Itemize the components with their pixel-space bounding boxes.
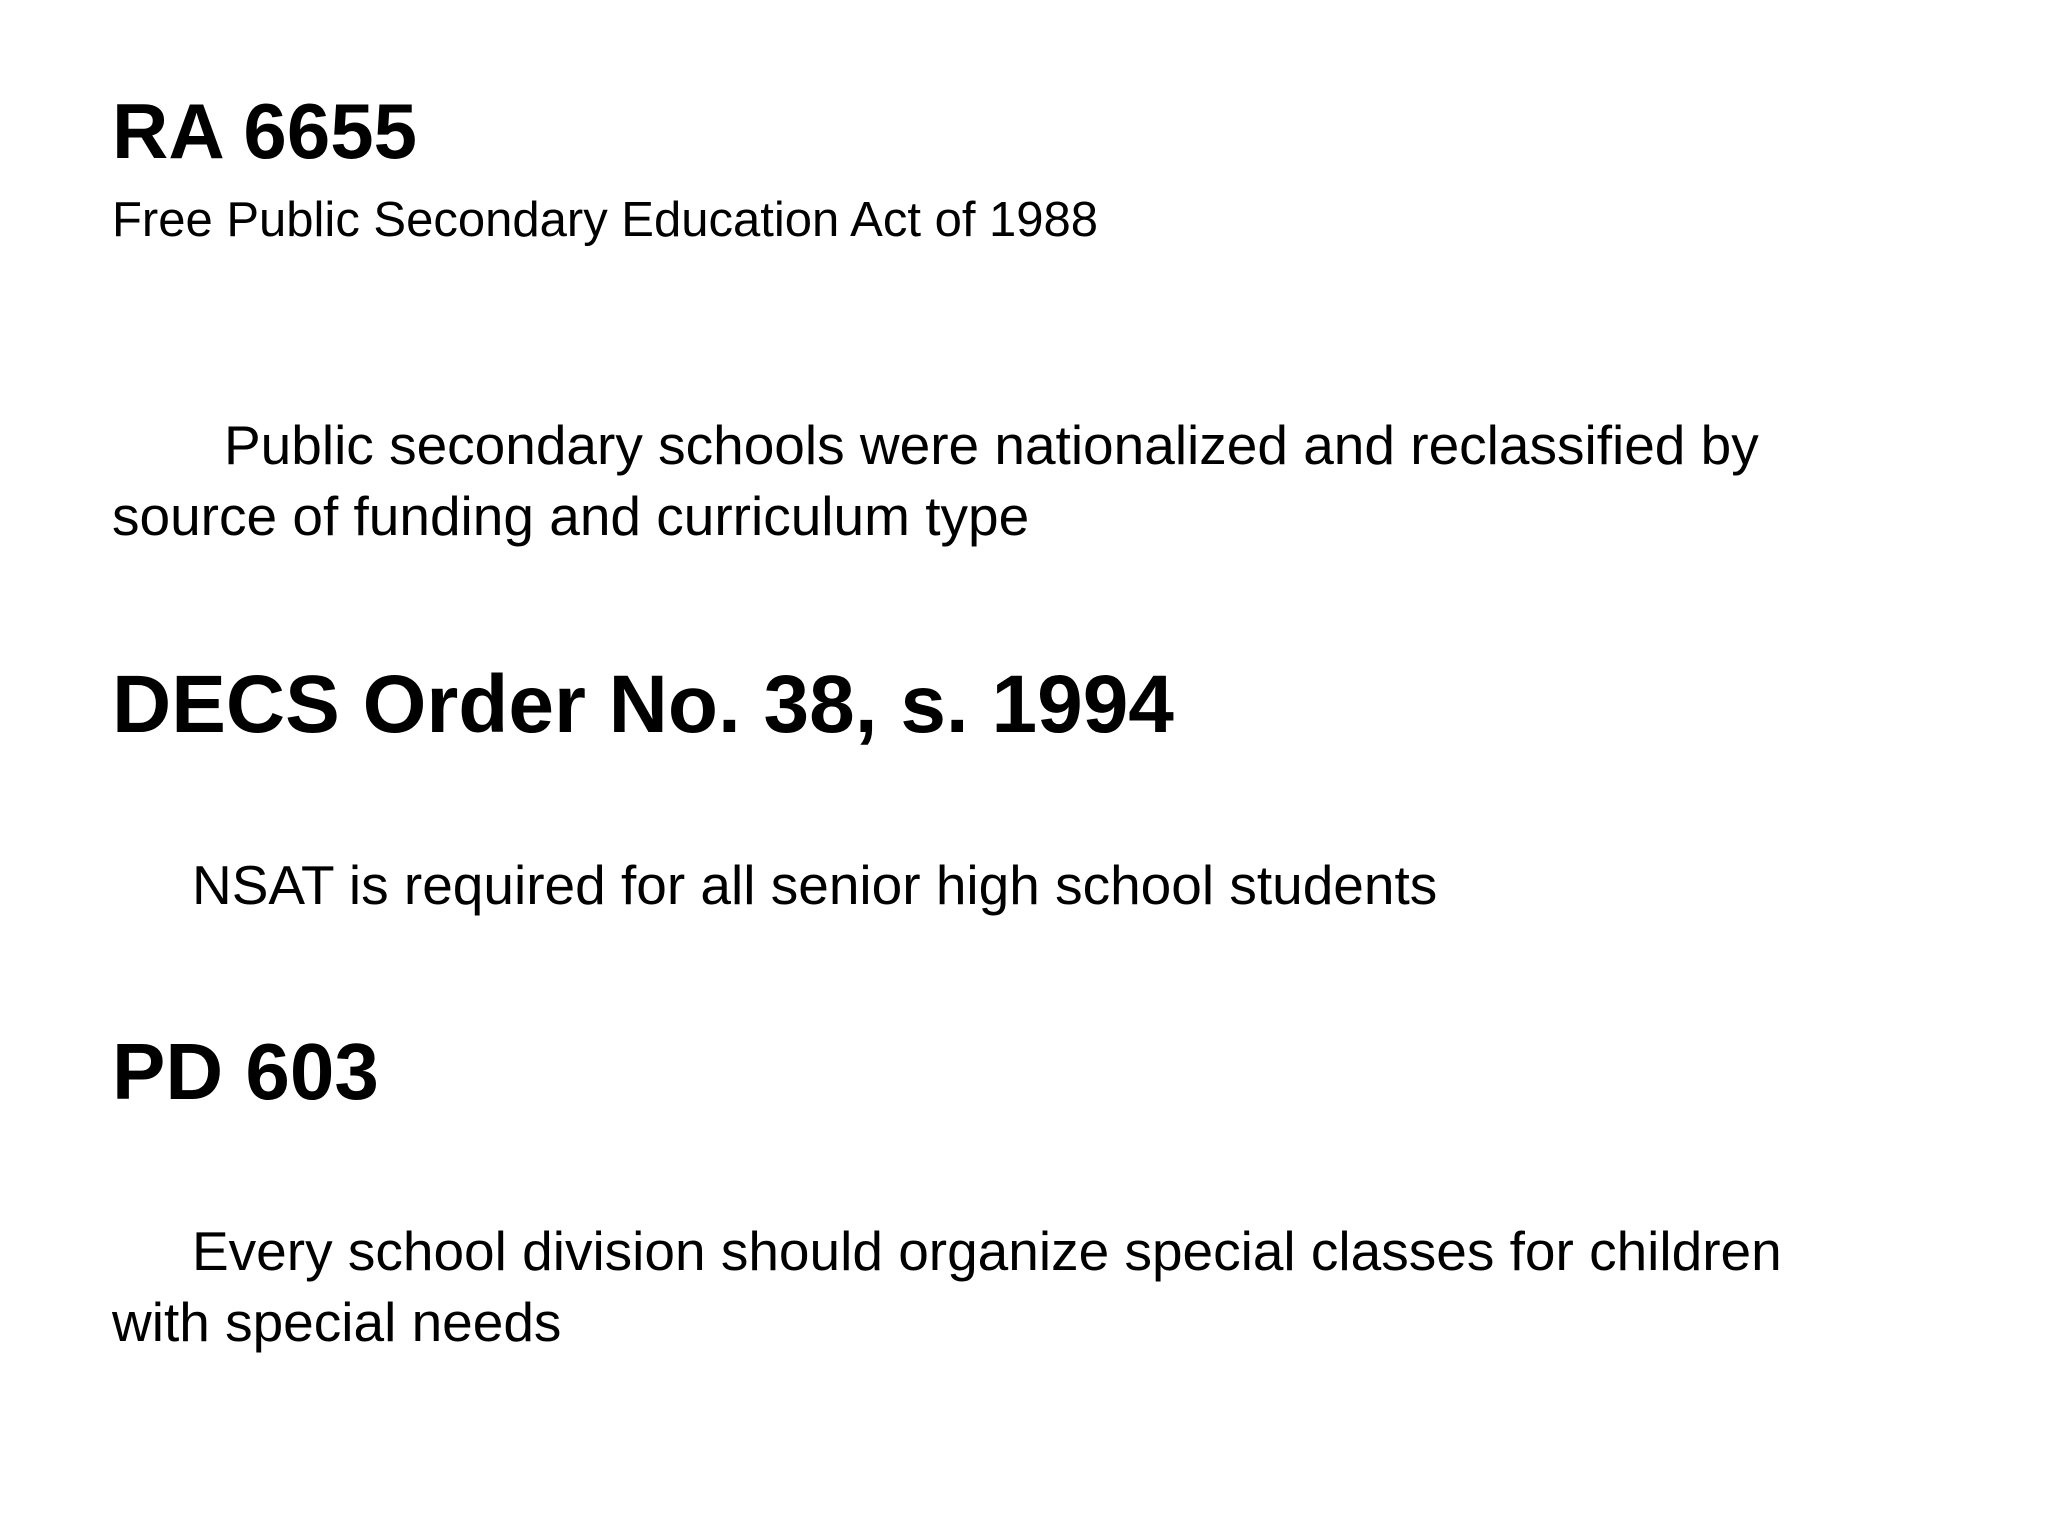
section-body-decs-order: NSAT is required for all senior high school students xyxy=(192,854,1438,916)
section-title-ra-6655: RA 6655 xyxy=(112,87,417,175)
section-title-decs-order: DECS Order No. 38, s. 1994 xyxy=(112,659,1174,750)
section-body-ra-6655: Public secondary schools were nationalized and reclassified by source of funding and curriculum type xyxy=(112,414,1759,547)
section-subtitle-ra-6655: Free Public Secondary Education Act of 1988 xyxy=(112,193,1099,247)
section-body-pd-603: Every school division should organize special classes for children with special needs xyxy=(112,1220,1782,1353)
section-title-pd-603: PD 603 xyxy=(112,1027,379,1116)
